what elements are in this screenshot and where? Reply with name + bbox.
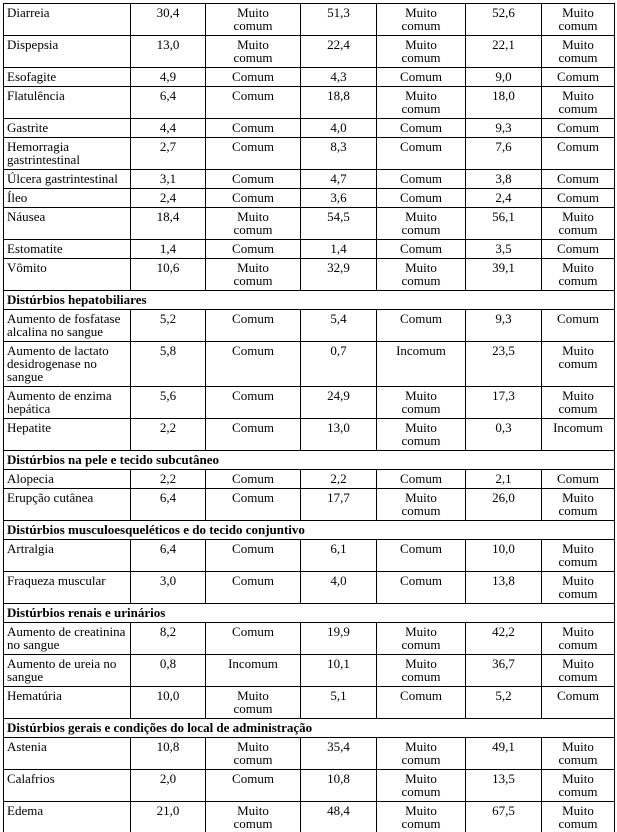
percentage-cell: 0,3 bbox=[466, 419, 542, 451]
frequency-cell bbox=[377, 240, 466, 259]
frequency-cell bbox=[542, 68, 615, 87]
frequency-cell bbox=[206, 170, 301, 189]
frequency-label: Comum bbox=[232, 420, 274, 435]
frequency-cell bbox=[377, 540, 466, 572]
reaction-row bbox=[4, 138, 615, 170]
frequency-label: Comum bbox=[400, 171, 442, 186]
frequency-cell bbox=[542, 738, 615, 770]
percentage-cell: 19,9 bbox=[301, 623, 377, 655]
frequency-label: Comum bbox=[232, 190, 274, 205]
frequency-cell bbox=[377, 189, 466, 208]
frequency-cell bbox=[542, 87, 615, 119]
percentage-cell: 4,3 bbox=[301, 68, 377, 87]
frequency-label: Muito comum bbox=[233, 5, 273, 33]
percentage-cell: 5,8 bbox=[131, 342, 206, 387]
frequency-cell bbox=[206, 208, 301, 240]
reaction-name-cell: Diarreia bbox=[4, 4, 131, 36]
percentage-cell: 18,8 bbox=[301, 87, 377, 119]
reaction-name-cell: Aumento de ureia no sangue bbox=[4, 655, 131, 687]
reaction-name-cell: Estomatite bbox=[4, 240, 131, 259]
frequency-cell bbox=[377, 170, 466, 189]
frequency-label: Comum bbox=[232, 343, 274, 358]
frequency-cell bbox=[377, 387, 466, 419]
frequency-label: Muito comum bbox=[558, 573, 598, 601]
frequency-cell bbox=[206, 138, 301, 170]
reaction-row bbox=[4, 119, 615, 138]
frequency-label: Comum bbox=[232, 88, 274, 103]
reaction-name-cell: Aumento de creatinina no sangue bbox=[4, 623, 131, 655]
frequency-cell bbox=[542, 119, 615, 138]
percentage-cell: 39,1 bbox=[466, 259, 542, 291]
adverse-reactions-table bbox=[3, 3, 615, 832]
frequency-label: Muito comum bbox=[401, 771, 441, 799]
frequency-label: Comum bbox=[557, 688, 599, 703]
frequency-cell bbox=[377, 36, 466, 68]
percentage-cell: 3,6 bbox=[301, 189, 377, 208]
percentage-cell: 0,7 bbox=[301, 342, 377, 387]
frequency-label: Comum bbox=[232, 541, 274, 556]
reaction-name-cell: Hepatite bbox=[4, 419, 131, 451]
frequency-label: Muito comum bbox=[558, 209, 598, 237]
section-title: Distúrbios renais e urinários bbox=[4, 604, 615, 623]
frequency-cell bbox=[377, 738, 466, 770]
frequency-cell bbox=[377, 4, 466, 36]
frequency-label: Muito comum bbox=[401, 739, 441, 767]
frequency-cell bbox=[542, 36, 615, 68]
frequency-label: Comum bbox=[232, 573, 274, 588]
percentage-cell: 1,4 bbox=[301, 240, 377, 259]
frequency-label: Muito comum bbox=[558, 656, 598, 684]
frequency-cell bbox=[206, 655, 301, 687]
percentage-cell: 36,7 bbox=[466, 655, 542, 687]
frequency-label: Incomum bbox=[228, 656, 278, 671]
percentage-cell: 56,1 bbox=[466, 208, 542, 240]
frequency-label: Muito comum bbox=[558, 803, 598, 831]
frequency-cell bbox=[542, 240, 615, 259]
percentage-cell: 3,5 bbox=[466, 240, 542, 259]
frequency-cell bbox=[206, 419, 301, 451]
reaction-row bbox=[4, 387, 615, 419]
percentage-cell: 13,0 bbox=[301, 419, 377, 451]
section-header-row bbox=[4, 521, 615, 540]
frequency-label: Muito comum bbox=[558, 771, 598, 799]
frequency-label: Comum bbox=[232, 120, 274, 135]
frequency-cell bbox=[206, 387, 301, 419]
frequency-cell bbox=[377, 342, 466, 387]
percentage-cell: 13,8 bbox=[466, 572, 542, 604]
percentage-cell: 35,4 bbox=[301, 738, 377, 770]
percentage-cell: 10,8 bbox=[301, 770, 377, 802]
reaction-row bbox=[4, 259, 615, 291]
frequency-label: Comum bbox=[232, 624, 274, 639]
frequency-label: Muito comum bbox=[401, 803, 441, 831]
reaction-row bbox=[4, 572, 615, 604]
frequency-cell bbox=[377, 489, 466, 521]
section-header-row bbox=[4, 291, 615, 310]
frequency-label: Muito comum bbox=[401, 490, 441, 518]
frequency-cell bbox=[206, 310, 301, 342]
frequency-label: Comum bbox=[232, 471, 274, 486]
frequency-label: Muito comum bbox=[233, 260, 273, 288]
frequency-cell bbox=[377, 687, 466, 719]
percentage-cell: 2,2 bbox=[131, 419, 206, 451]
percentage-cell: 10,0 bbox=[131, 687, 206, 719]
frequency-cell bbox=[377, 138, 466, 170]
frequency-label: Comum bbox=[400, 69, 442, 84]
reaction-row bbox=[4, 489, 615, 521]
percentage-cell: 5,4 bbox=[301, 310, 377, 342]
frequency-label: Comum bbox=[557, 311, 599, 326]
frequency-label: Comum bbox=[557, 120, 599, 135]
percentage-cell: 6,1 bbox=[301, 540, 377, 572]
percentage-cell: 17,7 bbox=[301, 489, 377, 521]
percentage-cell: 3,1 bbox=[131, 170, 206, 189]
frequency-label: Comum bbox=[400, 541, 442, 556]
reaction-name-cell: Artralgia bbox=[4, 540, 131, 572]
percentage-cell: 4,0 bbox=[301, 572, 377, 604]
frequency-cell bbox=[206, 572, 301, 604]
frequency-cell bbox=[542, 387, 615, 419]
frequency-label: Comum bbox=[557, 190, 599, 205]
frequency-label: Comum bbox=[232, 311, 274, 326]
frequency-label: Comum bbox=[400, 139, 442, 154]
percentage-cell: 10,1 bbox=[301, 655, 377, 687]
frequency-cell bbox=[206, 4, 301, 36]
frequency-cell bbox=[206, 802, 301, 832]
percentage-cell: 42,2 bbox=[466, 623, 542, 655]
frequency-cell bbox=[377, 87, 466, 119]
frequency-label: Muito comum bbox=[401, 260, 441, 288]
frequency-label: Muito comum bbox=[233, 37, 273, 65]
frequency-cell bbox=[542, 310, 615, 342]
reaction-row bbox=[4, 342, 615, 387]
frequency-label: Comum bbox=[232, 388, 274, 403]
section-header-row bbox=[4, 451, 615, 470]
section-title: Distúrbios musculoesqueléticos e do tecido conjuntivo bbox=[4, 521, 615, 540]
percentage-cell: 22,1 bbox=[466, 36, 542, 68]
frequency-cell bbox=[542, 189, 615, 208]
frequency-label: Comum bbox=[557, 241, 599, 256]
frequency-cell bbox=[377, 119, 466, 138]
frequency-label: Muito comum bbox=[558, 343, 598, 371]
frequency-label: Comum bbox=[400, 311, 442, 326]
frequency-cell bbox=[542, 655, 615, 687]
frequency-cell bbox=[542, 489, 615, 521]
reaction-name-cell: Alopecia bbox=[4, 470, 131, 489]
percentage-cell: 2,4 bbox=[131, 189, 206, 208]
reaction-row bbox=[4, 240, 615, 259]
percentage-cell: 2,2 bbox=[301, 470, 377, 489]
frequency-label: Comum bbox=[557, 171, 599, 186]
section-header-row bbox=[4, 604, 615, 623]
reaction-name-cell: Astenia bbox=[4, 738, 131, 770]
frequency-label: Muito comum bbox=[558, 388, 598, 416]
reaction-row bbox=[4, 470, 615, 489]
frequency-cell bbox=[206, 770, 301, 802]
percentage-cell: 23,5 bbox=[466, 342, 542, 387]
percentage-cell: 1,4 bbox=[131, 240, 206, 259]
percentage-cell: 3,8 bbox=[466, 170, 542, 189]
frequency-cell bbox=[542, 623, 615, 655]
frequency-cell bbox=[377, 655, 466, 687]
frequency-cell bbox=[206, 540, 301, 572]
reaction-row bbox=[4, 4, 615, 36]
percentage-cell: 10,8 bbox=[131, 738, 206, 770]
percentage-cell: 30,4 bbox=[131, 4, 206, 36]
reaction-name-cell: Fraqueza muscular bbox=[4, 572, 131, 604]
reaction-name-cell: Erupção cutânea bbox=[4, 489, 131, 521]
frequency-cell bbox=[542, 4, 615, 36]
frequency-cell bbox=[206, 119, 301, 138]
frequency-label: Comum bbox=[400, 120, 442, 135]
reaction-name-cell: Dispepsia bbox=[4, 36, 131, 68]
percentage-cell: 6,4 bbox=[131, 489, 206, 521]
reaction-name-cell: Íleo bbox=[4, 189, 131, 208]
frequency-cell bbox=[542, 470, 615, 489]
frequency-cell bbox=[377, 572, 466, 604]
percentage-cell: 52,6 bbox=[466, 4, 542, 36]
section-title: Distúrbios hepatobiliares bbox=[4, 291, 615, 310]
frequency-cell bbox=[542, 770, 615, 802]
percentage-cell: 67,5 bbox=[466, 802, 542, 832]
percentage-cell: 18,0 bbox=[466, 87, 542, 119]
reaction-row bbox=[4, 687, 615, 719]
frequency-label: Muito comum bbox=[558, 260, 598, 288]
frequency-cell bbox=[542, 342, 615, 387]
frequency-cell bbox=[542, 170, 615, 189]
reaction-row bbox=[4, 540, 615, 572]
reaction-row bbox=[4, 208, 615, 240]
frequency-label: Muito comum bbox=[233, 803, 273, 831]
frequency-cell bbox=[206, 240, 301, 259]
percentage-cell: 2,0 bbox=[131, 770, 206, 802]
frequency-label: Comum bbox=[232, 241, 274, 256]
percentage-cell: 3,0 bbox=[131, 572, 206, 604]
percentage-cell: 13,5 bbox=[466, 770, 542, 802]
frequency-cell bbox=[542, 687, 615, 719]
frequency-cell bbox=[206, 687, 301, 719]
frequency-label: Muito comum bbox=[401, 624, 441, 652]
frequency-label: Comum bbox=[232, 171, 274, 186]
percentage-cell: 7,6 bbox=[466, 138, 542, 170]
frequency-cell bbox=[542, 259, 615, 291]
frequency-label: Comum bbox=[557, 471, 599, 486]
percentage-cell: 21,0 bbox=[131, 802, 206, 832]
percentage-cell: 9,3 bbox=[466, 119, 542, 138]
reaction-name-cell: Náusea bbox=[4, 208, 131, 240]
frequency-cell bbox=[206, 470, 301, 489]
frequency-label: Incomum bbox=[553, 420, 603, 435]
frequency-label: Comum bbox=[557, 69, 599, 84]
section-title: Distúrbios na pele e tecido subcutâneo bbox=[4, 451, 615, 470]
frequency-label: Muito comum bbox=[558, 37, 598, 65]
percentage-cell: 10,0 bbox=[466, 540, 542, 572]
frequency-label: Muito comum bbox=[558, 624, 598, 652]
percentage-cell: 5,2 bbox=[466, 687, 542, 719]
frequency-cell bbox=[206, 36, 301, 68]
frequency-cell bbox=[377, 470, 466, 489]
frequency-cell bbox=[377, 208, 466, 240]
frequency-cell bbox=[206, 68, 301, 87]
percentage-cell: 0,8 bbox=[131, 655, 206, 687]
frequency-label: Muito comum bbox=[233, 739, 273, 767]
frequency-label: Muito comum bbox=[401, 656, 441, 684]
percentage-cell: 2,4 bbox=[466, 189, 542, 208]
percentage-cell: 32,9 bbox=[301, 259, 377, 291]
reaction-name-cell: Edema bbox=[4, 802, 131, 832]
frequency-label: Muito comum bbox=[401, 5, 441, 33]
percentage-cell: 2,7 bbox=[131, 138, 206, 170]
percentage-cell: 5,6 bbox=[131, 387, 206, 419]
frequency-label: Incomum bbox=[396, 343, 446, 358]
frequency-cell bbox=[206, 259, 301, 291]
frequency-cell bbox=[542, 572, 615, 604]
frequency-cell bbox=[206, 189, 301, 208]
frequency-label: Comum bbox=[400, 573, 442, 588]
frequency-label: Comum bbox=[400, 688, 442, 703]
frequency-cell bbox=[377, 310, 466, 342]
frequency-cell bbox=[377, 419, 466, 451]
percentage-cell: 26,0 bbox=[466, 489, 542, 521]
reaction-row bbox=[4, 68, 615, 87]
frequency-cell bbox=[377, 623, 466, 655]
frequency-cell bbox=[377, 770, 466, 802]
percentage-cell: 5,1 bbox=[301, 687, 377, 719]
reaction-row bbox=[4, 189, 615, 208]
frequency-cell bbox=[542, 208, 615, 240]
reaction-name-cell: Aumento de lactato desidrogenase no sangue bbox=[4, 342, 131, 387]
adverse-reactions-table-body bbox=[4, 4, 615, 832]
reaction-row bbox=[4, 738, 615, 770]
frequency-cell bbox=[542, 802, 615, 832]
frequency-label: Muito comum bbox=[558, 490, 598, 518]
frequency-cell bbox=[377, 259, 466, 291]
frequency-label: Muito comum bbox=[558, 88, 598, 116]
percentage-cell: 13,0 bbox=[131, 36, 206, 68]
frequency-label: Comum bbox=[400, 471, 442, 486]
reaction-name-cell: Vômito bbox=[4, 259, 131, 291]
frequency-cell bbox=[206, 738, 301, 770]
percentage-cell: 4,7 bbox=[301, 170, 377, 189]
frequency-label: Muito comum bbox=[401, 88, 441, 116]
percentage-cell: 2,1 bbox=[466, 470, 542, 489]
frequency-cell bbox=[542, 419, 615, 451]
frequency-label: Muito comum bbox=[401, 388, 441, 416]
percentage-cell: 2,2 bbox=[131, 470, 206, 489]
frequency-label: Comum bbox=[557, 139, 599, 154]
reaction-row bbox=[4, 623, 615, 655]
frequency-label: Comum bbox=[400, 241, 442, 256]
percentage-cell: 4,4 bbox=[131, 119, 206, 138]
reaction-row bbox=[4, 87, 615, 119]
reaction-row bbox=[4, 36, 615, 68]
frequency-label: Muito comum bbox=[401, 420, 441, 448]
frequency-label: Muito comum bbox=[233, 209, 273, 237]
reaction-row bbox=[4, 770, 615, 802]
percentage-cell: 9,3 bbox=[466, 310, 542, 342]
frequency-label: Muito comum bbox=[558, 739, 598, 767]
frequency-label: Muito comum bbox=[401, 209, 441, 237]
section-header-row bbox=[4, 719, 615, 738]
percentage-cell: 10,6 bbox=[131, 259, 206, 291]
percentage-cell: 8,3 bbox=[301, 138, 377, 170]
frequency-cell bbox=[377, 802, 466, 832]
percentage-cell: 18,4 bbox=[131, 208, 206, 240]
frequency-label: Comum bbox=[232, 69, 274, 84]
frequency-label: Muito comum bbox=[401, 37, 441, 65]
percentage-cell: 24,9 bbox=[301, 387, 377, 419]
percentage-cell: 8,2 bbox=[131, 623, 206, 655]
reaction-row bbox=[4, 419, 615, 451]
percentage-cell: 17,3 bbox=[466, 387, 542, 419]
reaction-name-cell: Hematúria bbox=[4, 687, 131, 719]
percentage-cell: 4,9 bbox=[131, 68, 206, 87]
reaction-row bbox=[4, 802, 615, 832]
frequency-cell bbox=[206, 342, 301, 387]
reaction-row bbox=[4, 310, 615, 342]
frequency-label: Comum bbox=[400, 190, 442, 205]
percentage-cell: 51,3 bbox=[301, 4, 377, 36]
percentage-cell: 5,2 bbox=[131, 310, 206, 342]
percentage-cell: 6,4 bbox=[131, 87, 206, 119]
frequency-label: Muito comum bbox=[233, 688, 273, 716]
frequency-label: Muito comum bbox=[558, 541, 598, 569]
reaction-name-cell: Gastrite bbox=[4, 119, 131, 138]
section-title: Distúrbios gerais e condições do local de administração bbox=[4, 719, 615, 738]
percentage-cell: 54,5 bbox=[301, 208, 377, 240]
reaction-row bbox=[4, 655, 615, 687]
percentage-cell: 6,4 bbox=[131, 540, 206, 572]
percentage-cell: 9,0 bbox=[466, 68, 542, 87]
reaction-name-cell: Úlcera gastrintestinal bbox=[4, 170, 131, 189]
frequency-cell bbox=[206, 489, 301, 521]
percentage-cell: 4,0 bbox=[301, 119, 377, 138]
frequency-cell bbox=[542, 138, 615, 170]
reaction-row bbox=[4, 170, 615, 189]
reaction-name-cell: Calafrios bbox=[4, 770, 131, 802]
percentage-cell: 48,4 bbox=[301, 802, 377, 832]
reaction-name-cell: Flatulência bbox=[4, 87, 131, 119]
frequency-label: Muito comum bbox=[558, 5, 598, 33]
percentage-cell: 22,4 bbox=[301, 36, 377, 68]
frequency-cell bbox=[542, 540, 615, 572]
frequency-label: Comum bbox=[232, 771, 274, 786]
frequency-label: Comum bbox=[232, 139, 274, 154]
frequency-cell bbox=[377, 68, 466, 87]
reaction-name-cell: Aumento de enzima hepática bbox=[4, 387, 131, 419]
percentage-cell: 49,1 bbox=[466, 738, 542, 770]
frequency-cell bbox=[206, 623, 301, 655]
reaction-name-cell: Aumento de fosfatase alcalina no sangue bbox=[4, 310, 131, 342]
frequency-cell bbox=[206, 87, 301, 119]
reaction-name-cell: Hemorragia gastrintestinal bbox=[4, 138, 131, 170]
frequency-label: Comum bbox=[232, 490, 274, 505]
reaction-name-cell: Esofagite bbox=[4, 68, 131, 87]
